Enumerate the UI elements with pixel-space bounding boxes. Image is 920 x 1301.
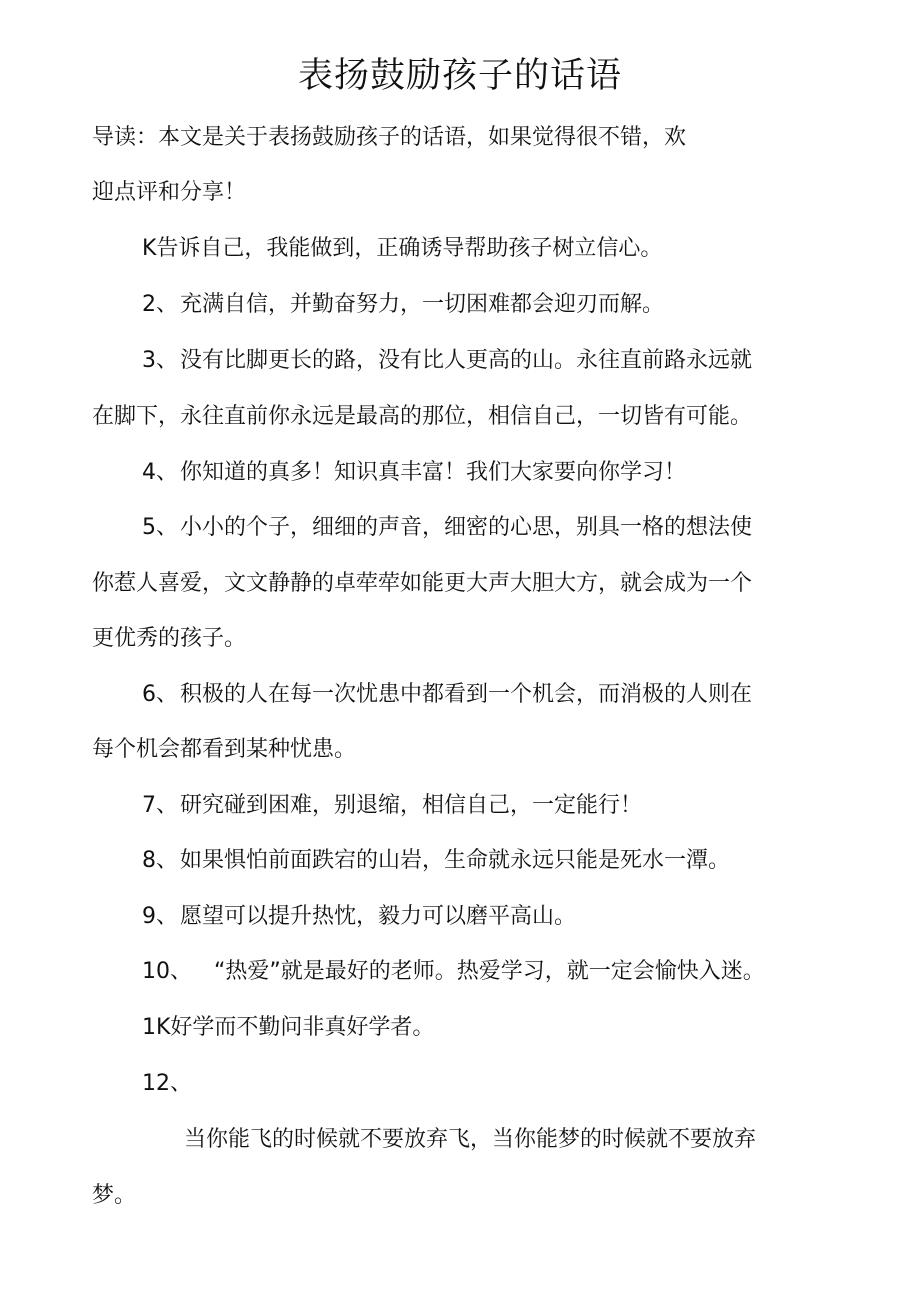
intro-line-2: 迎点评和分享！ (92, 180, 247, 205)
list-item-number: 6、 (142, 682, 178, 707)
list-item-number: 7、 (142, 793, 178, 818)
list-item-number: 5、 (142, 515, 178, 540)
list-item-text: 1K好学而不勤问非真好学者。 (142, 1015, 435, 1040)
list-item (142, 1069, 192, 1099)
list-item-text: 如果惧怕前面跌宕的山岩，生命就永远只能是死水一潭。 (180, 848, 731, 873)
list-item-continuation: 更优秀的孩子。 (92, 626, 247, 651)
list-item-text: 愿望可以提升热忱，毅力可以磨平高山。 (180, 904, 577, 929)
list-item (142, 680, 752, 710)
list-item (142, 513, 752, 543)
list-item-continuation: 你惹人喜爱，文文静静的卓荦荦如能更大声大胆大方，就会成为一个 (92, 571, 753, 596)
list-item (142, 346, 752, 376)
list-item (142, 791, 642, 821)
list-item-continuation: 梦。 (92, 1183, 137, 1208)
list-item-continuation: 每个机会都看到某种忧患。 (92, 737, 357, 762)
list-item-text: 研究碰到困难，别退缩，相信自己，一定能行！ (180, 793, 643, 818)
list-item-number: 9、 (142, 904, 178, 929)
list-item-text: 你知道的真多！知识真丰富！我们大家要向你学习！ (180, 460, 687, 485)
list-item-number: 12、 (142, 1071, 192, 1096)
intro-line-1: 导读：本文是关于表扬鼓励孩子的话语，如果觉得很不错，欢 (92, 125, 687, 150)
list-item (142, 957, 765, 987)
list-item-text: 当你能飞的时候就不要放弃飞，当你能梦的时候就不要放弃 (184, 1127, 757, 1152)
list-item-text: 小小的个子，细细的声音，细密的心思，别具一格的想法使 (180, 515, 753, 540)
list-item (142, 458, 686, 488)
list-item-number: 8、 (142, 848, 178, 873)
list-item (142, 234, 662, 264)
list-item-number: 4、 (142, 460, 178, 485)
list-item-number: 10、 (142, 959, 192, 984)
list-item (142, 1013, 434, 1043)
list-item-text: 没有比脚更长的路，没有比人更高的山。永往直前路永远就 (180, 348, 753, 373)
list-item-text: K告诉自己，我能做到，正确诱导帮助孩子树立信心。 (142, 236, 663, 261)
list-item-number: 2、 (142, 292, 178, 317)
list-item-continuation: 在脚下，永往直前你永远是最高的那位，相信自己，一切皆有可能。 (92, 404, 753, 429)
list-item (142, 902, 576, 932)
list-item-text: 积极的人在每一次忧患中都看到一个机会，而消极的人则在 (180, 682, 753, 707)
page-title: 表扬鼓励孩子的话语 (297, 56, 622, 96)
list-item (142, 846, 730, 876)
list-item-text: “热爱”就是最好的老师。热爱学习，就一定会愉快入迷。 (214, 959, 765, 984)
list-item (142, 290, 664, 320)
list-item-text: 充满自信，并勤奋努力，一切困难都会迎刃而解。 (180, 292, 665, 317)
list-item-number: 3、 (142, 348, 178, 373)
